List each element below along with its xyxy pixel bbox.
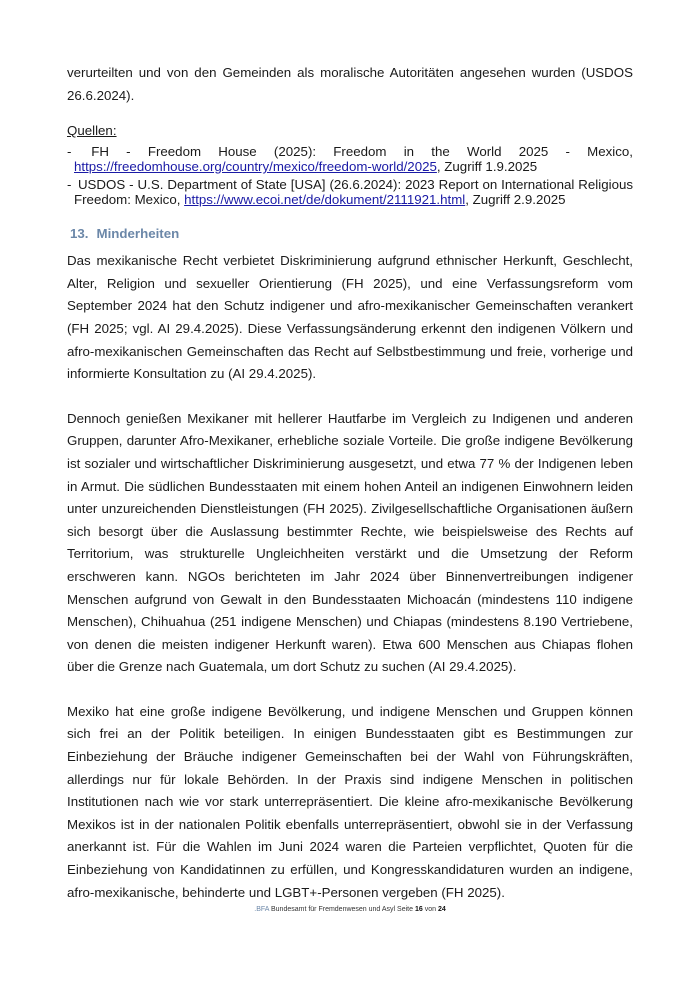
section-paragraph: Das mexikanische Recht verbietet Diskriminierung aufgrund ethnischer Herkunft, Geschlecht, Alter, Religion und sexueller Orientierung (FH 2025), und eine Verfassungsreform vom September 2024 hat den Schutz indigener und afro-mexikanischer Gemeinschaften verankert (FH 2025; vgl. AI 29.4.2025). Diese Verfassungsänderung erkennt den indigenen Völkern und afro-mexikanischen Gemeinschaften das Recht auf Selbstbestimmung und freie, vorherige und informierte Konsultation zu (AI 29.4.2025). [67, 253, 633, 382]
source-access-date: , Zugriff 1.9.2025 [436, 159, 538, 175]
page-number: 16 [414, 906, 423, 913]
list-dash: - [67, 144, 72, 160]
source-link-ecoi[interactable]: https://www.ecoi.net/de/dokument/2111921.html [184, 192, 466, 208]
intro-paragraph: verurteilten und von den Gemeinden als moralische Autoritäten angesehen wurden (USDOS 26.6.2024). [67, 65, 633, 103]
bfa-logo-text: .BFA [254, 906, 270, 913]
source-link-freedom-house[interactable]: https://freedomhouse.org/country/mexico/freedom-world/2025 [74, 159, 437, 175]
section-paragraph: Dennoch genießen Mexikaner mit hellerer Hautfarbe im Vergleich zu Indigenen und anderen Gruppen, darunter Afro-Mexikaner, erhebliche soziale Vorteile. Die große indigene Bevölkerung ist sozialer und wirtschaftlicher Diskriminierung ausgesetzt, und etwa 77 % der Indigenen leben in Armut. Die südlichen Bundesstaaten mit einem hohen Anteil an indigenen Einwohnern leiden unter unzureichenden Dienstleistungen (FH 2025). Zivilgesellschaftliche Organisationen äußern sich besorgt über die Auslassung bestimmter Rechte, wie beispielsweise des Rechts auf Territorium, was strukturelle Ungleichheiten verstärkt und die Umsetzung der Reform erschweren kann. NGOs berichteten im Jahr 2024 über Binnenvertreibungen indigener Menschen aufgrund von Gewalt in den Bundesstaaten Michoacán (mindestens 110 indigene Menschen), Chihuahua (251 indigene Menschen) und Chiapas (mindestens 8.190 Vertriebene, von denen die meisten indigener Herkunft waren). Etwa 600 Menschen aus Chiapas flohen über die Grenze nach Guatemala, um dort Schutz zu suchen (AI 29.4.2025). [67, 410, 633, 675]
sources-label: Quellen: [67, 123, 117, 139]
source-item-usdos [67, 177, 633, 207]
footer-of: von [422, 906, 438, 913]
source-text: FH - Freedom House (2025): Freedom in the World 2025 - Mexico, [91, 144, 633, 160]
source-item-freedom-house [67, 144, 633, 174]
source-access-date: , Zugriff 2.9.2025 [465, 192, 566, 208]
footer-org: Bundesamt für Fremdenwesen und Asyl Seite [269, 906, 415, 913]
section-heading [67, 226, 633, 241]
page-footer [0, 906, 700, 913]
page-total: 24 [437, 906, 446, 913]
source-text: USDOS - U.S. Department of State [USA] (26.6.2024): 2023 Report on International Religious Freedom: Mexico, [74, 177, 634, 208]
list-dash: - [67, 177, 72, 193]
section-paragraph: Mexiko hat eine große indigene Bevölkerung, und indigene Menschen und Gruppen können sich frei an der Politik beteiligen. In einigen Bundesstaaten gibt es Bestimmungen zur Einbeziehung der Bräuche indigener Gemeinschaften bei der Wahl von Führungskräften, allerdings nur für lokale Behörden. In der Praxis sind indigene Menschen in politischen Institutionen nach wie vor stark unterrepräsentiert. Die kleine afro-mexikanische Bevölkerung Mexikos ist in der nationalen Politik ebenfalls unterrepräsentiert, obwohl sie in der Verfassung anerkannt ist. Für die Wahlen im Juni 2024 waren die Parteien verpflichtet, Quoten für die Einbeziehung von Kandidatinnen zu erfüllen, und Kongresskandidaturen wurden an indigene, afro-mexikanische, behinderte und LGBT+-Personen vergeben (FH 2025). [67, 703, 633, 900]
section-number: 13. [70, 226, 89, 242]
document-page [67, 62, 633, 904]
section-title: Minderheiten [96, 226, 180, 242]
